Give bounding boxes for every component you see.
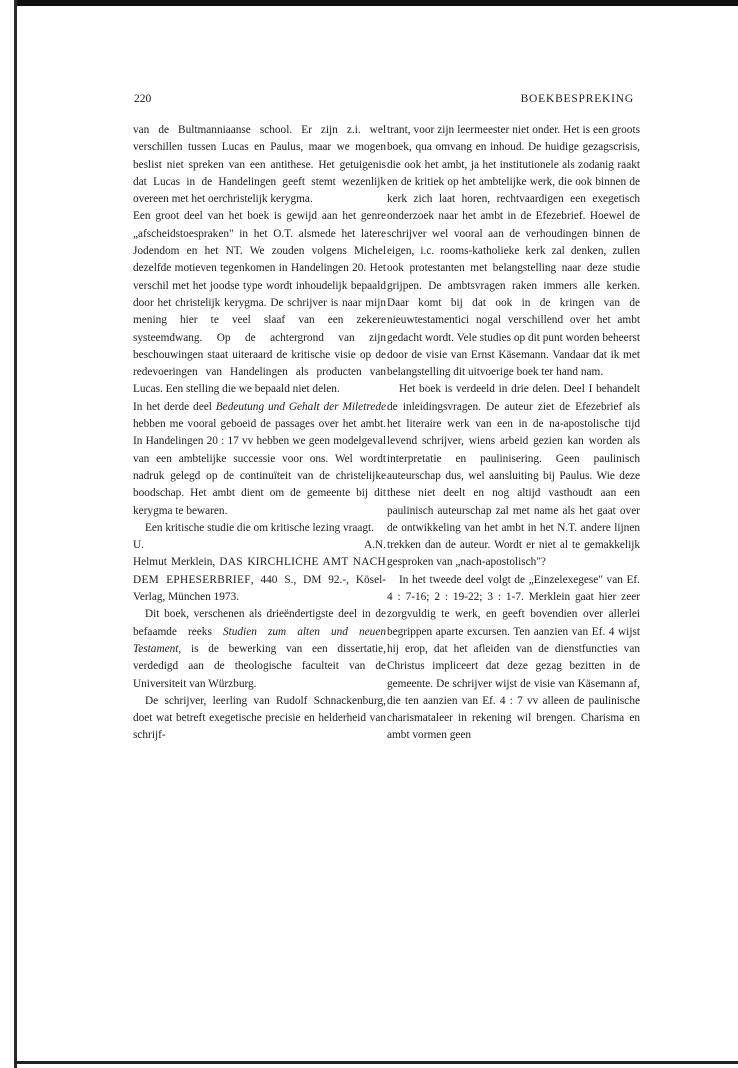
running-head: BOEKBESPREKING bbox=[520, 93, 634, 105]
paragraph: In het tweede deel volgt de „Einzelexegese" van Ef. 4 : 7-16; 2 : 19-22; 3 : 1-7. Merklein gaat hier zeer zorgvuldig te werk, en geeft bovendien over allerlei begrippen aparte excursen. Ten aanzien van Ef. 4 wijst hij erop, dat het afleiden van de dienstfuncties van Christus impliceert dat deze gezag bezitten in de gemeente. De schrijver wijst de visie van Käsemann af, die ten aanzien van Ef. 4 : 7 vv alleen de paulinische charismataleer in rekening wil brengen. Charisma en ambt vormen geen bbox=[387, 573, 640, 742]
paragraph: In het derde deel Bedeutung und Gehalt der Miletrede hebben me vooral geboeid de passages over het ambt. In Handelingen 20 : 17 vv hebben we geen modelgeval van een ambtelijke successie voor ons. Wel wordt nadruk gelegd op de continuïteit van de christelijke boodschap. Het ambt dient om de gemeente bij dit kerygma te bewaren. bbox=[133, 400, 386, 517]
book-title: DAS KIRCHLICHE AMT NACH DEM EPHESERBRIEF bbox=[133, 556, 386, 586]
paragraph: Een kritische studie die om kritische lezing vraagt. bbox=[145, 521, 375, 534]
italic-series: Studien zum alten und neuen Testament, bbox=[133, 625, 386, 655]
book-reference: Helmut Merklein, DAS KIRCHLICHE AMT NACH DEM EPHESERBRIEF, 440 S., DM 92.-, Kösel-Verlag, München 1973. bbox=[133, 556, 386, 604]
paragraph: De schrijver, leerling van Rudolf Schnackenburg, doet wat betreft exegetische precisie en helderheid van schrijf- bbox=[133, 694, 386, 742]
signature-line bbox=[133, 537, 386, 554]
paragraph: Dit boek, verschenen als drieëndertigste deel in de befaamde reeks Studien zum alten und neuen Testament, is de bewerking van een dissertatie, verdedigd aan de theologische faculteit van de Universiteit van Würzburg. bbox=[133, 608, 386, 690]
italic-title: Bedeutung und Gehalt der Miletrede bbox=[215, 400, 386, 413]
page-number: 220 bbox=[134, 93, 152, 105]
scan-border-bottom bbox=[14, 1061, 738, 1064]
paragraph: van de Bultmanniaanse school. Er zijn z.i. wel verschillen tussen Lucas en Paulus, maar we mogen beslist niet spreken van een antithese. Het getuigenis dat Lucas in de Handelingen geeft stemt wezenlijk overeen met het oerchristelijk kerygma. bbox=[133, 124, 386, 206]
scan-border-top bbox=[14, 0, 738, 6]
paragraph: Het boek is verdeeld in drie delen. Deel I behandelt de inleidingsvragen. De auteur ziet de Efezebrief als het literaire werk van een in de na-apostolische tijd levend schrijver, wiens arbeid gezien kan worden als interpretatie en paulinisering. Geen paulinisch auteurschap dus, wel aansluiting bij Paulus. Wie deze these niet deelt en nog altijd vasthoudt aan een paulinisch auteurschap zal met name als het gaat over de ontwikkeling van het ambt in het N.T. andere lijnen trekken dan de auteur. Wordt er niet al te gemakkelijk gesproken van „nach-apostolisch"? bbox=[387, 383, 640, 569]
signature-initials: A.N. bbox=[364, 539, 386, 552]
paragraph: trant, voor zijn leermeester niet onder. Het is een groots boek, qua omvang en inhoud. De huidige gezagscrisis, die ook het ambt, ja het institutionele als zodanig raakt en de kritiek op het ambtelijke werk, die ook binnen de kerk zich laat horen, rechtvaardigen een exegetisch onderzoek naar het ambt in de Efezebrief. Hoewel de schrijver wel vooral aan de verhoudingen binnen de eigen, i.c. rooms-katholieke kerk zal denken, zullen ook protestanten met belangstelling naar deze studie grijpen. De ambtsvragen raken immers alle kerken. Daar komt bij dat ook in de kringen van de nieuwtestamentici nogal verschillend over het ambt gedacht wordt. Vele studies op dit punt worden beheerst door de visie van Ernst Käsemann. Vandaar dat ik met belangstelling dit uitvoerige boek ter hand nam. bbox=[387, 124, 640, 379]
scan-border-left bbox=[14, 0, 17, 1068]
left-column bbox=[133, 122, 386, 745]
signature-place: U. bbox=[133, 539, 144, 552]
paragraph: Een groot deel van het boek is gewijd aan het genre „afscheidstoespraken" in het O.T. alsmede het latere Jodendom en het NT. We zouden volgens Michel dezelfde motieven tegenkomen in Handelingen 20. Het verschil met het joodse type wordt inhoudelijk bepaald door het christelijk kerygma. De schrijver is naar mijn mening hier te veel slaaf van een zekere systeemdwang. Op de achtergrond van zijn beschouwingen staat uiteraard de kritische visie op de redevoeringen van Handelingen als producten van Lucas. Een stelling die we bepaald niet delen. bbox=[133, 210, 386, 396]
right-column bbox=[387, 122, 640, 745]
